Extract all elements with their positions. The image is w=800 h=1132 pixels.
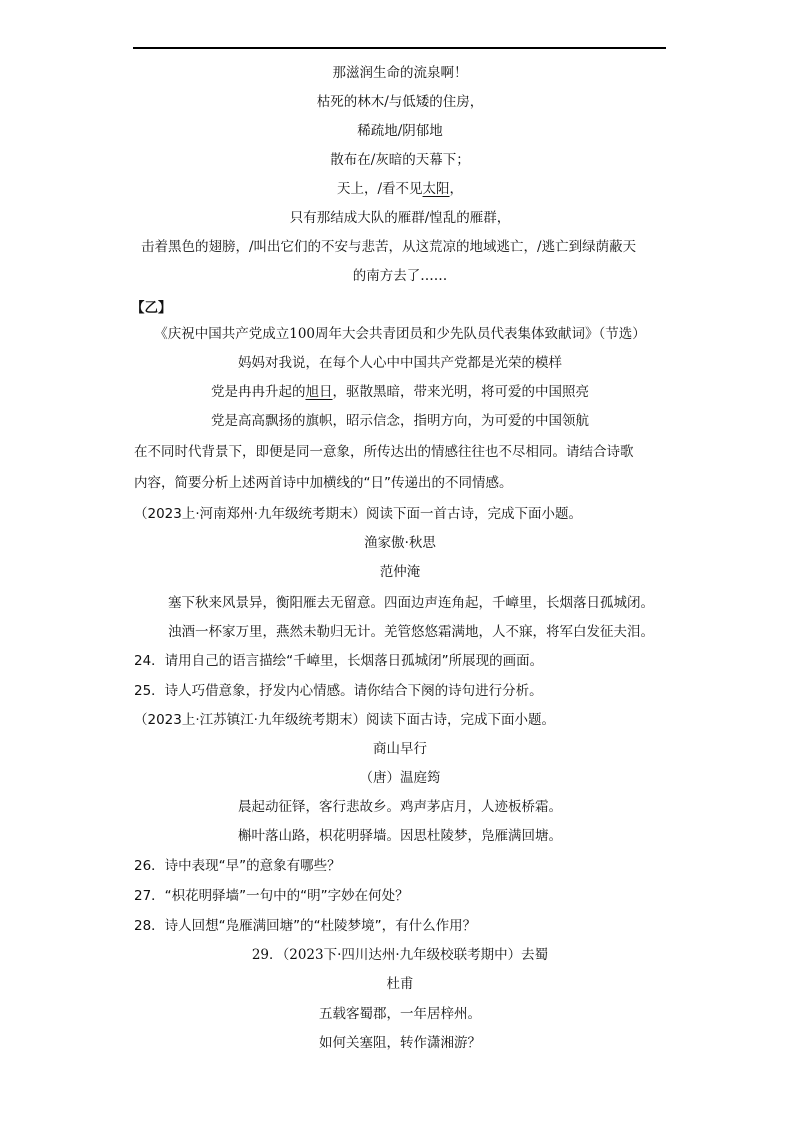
header-rule (133, 47, 666, 49)
poem-du-author: 杜甫 (386, 976, 414, 992)
poem-du-line-1: 五载客蜀郡，一年居梓州。 (319, 1006, 481, 1022)
poem-jia-line-4: 散布在/灰暗的天幕下； (330, 152, 470, 168)
poem-yi-title: 《庆祝中国共产党成立100周年大会共青团员和少先队员代表集体致献词》（节选） (154, 326, 646, 342)
poem-yi-line-2-post: ，驱散黑暗，带来光明，将可爱的中国照亮 (332, 384, 589, 400)
source-jiangsu: （2023上·江苏镇江·九年级统考期末）阅读下面古诗，完成下面小题。 (134, 712, 555, 728)
poem-jia-line-6: 只有那结成大队的雁群/惶乱的雁群， (289, 210, 511, 226)
section-marker-yi: 【乙】 (131, 300, 172, 316)
question-ri-line-2: 内容，简要分析上述两首诗中加横线的“日”传递出的不同情感。 (134, 475, 513, 491)
question-26: 26．诗中表现“早”的意象有哪些？ (134, 858, 341, 874)
poem-fan-line-1: 塞下秋来风景异，衡阳雁去无留意。四面边声连角起，千嶂里，长烟落日孤城闭。 (168, 595, 654, 611)
poem-wen-line-2: 槲叶落山路，枳花明驿墙。因思杜陵梦，凫雁满回塘。 (238, 828, 562, 844)
poem-du-line-2: 如何关塞阻，转作潇湘游？ (319, 1035, 481, 1051)
poem-jia-line-3: 稀疏地/阴郁地 (357, 123, 443, 139)
poem-fan-author: 范仲淹 (379, 564, 421, 580)
question-27: 27．“枳花明驿墙”一句中的“明”字妙在何处？ (134, 888, 409, 904)
poem-fan-title: 渔家傲·秋思 (364, 535, 436, 551)
poem-yi-line-2-pre: 党是冉冉升起的 (211, 384, 306, 400)
underlined-sun-jia: 太阳 (422, 181, 450, 197)
poem-wen-title: 商山早行 (373, 741, 427, 757)
poem-jia-line-1: 那滋润生命的流泉啊！ (332, 65, 468, 81)
question-24: 24．请用自己的语言描绘“千嶂里，长烟落日孤城闭”所展现的画面。 (134, 653, 544, 669)
poem-yi-line-2 (0, 382, 800, 402)
poem-jia-line-8: 的南方去了…… (352, 268, 448, 284)
question-ri-line-1: 在不同时代背景下，即便是同一意象，所传达出的情感往往也不尽相同。请结合诗歌 (134, 444, 634, 460)
poem-wen-line-1: 晨起动征铎，客行悲故乡。鸡声茅店月，人迹板桥霜。 (238, 799, 562, 815)
question-28: 28．诗人回想“凫雁满回塘”的“杜陵梦境”，有什么作用？ (134, 918, 477, 934)
poem-jia-line-5 (0, 179, 800, 199)
poem-jia-line-5-pre: 天上，/看不见 (336, 181, 423, 197)
poem-jia-line-5-post: ， (449, 181, 464, 197)
question-25: 25．诗人巧借意象，抒发内心情感。请你结合下阕的诗句进行分析。 (134, 683, 543, 699)
source-henan: （2023上·河南郑州·九年级统考期末）阅读下面一首古诗，完成下面小题。 (134, 506, 582, 522)
poem-jia-line-7: 击着黑色的翅膀，/叫出它们的不安与悲苦，从这荒凉的地域逃亡，/逃亡到绿荫蔽天 (141, 239, 637, 255)
poem-wen-author: （唐）温庭筠 (359, 770, 441, 786)
question-29: 29．（2023下·四川达州·九年级校联考期中）去蜀 (251, 947, 549, 963)
underlined-sun-yi: 旭日 (305, 384, 333, 400)
poem-yi-line-3: 党是高高飘扬的旗帜，昭示信念，指明方向，为可爱的中国领航 (211, 413, 589, 429)
poem-yi-line-1: 妈妈对我说，在每个人心中中国共产党都是光荣的模样 (238, 355, 562, 371)
poem-jia-line-2: 枯死的林木/与低矮的住房， (316, 94, 484, 110)
poem-fan-line-2: 浊酒一杯家万里，燕然未勒归无计。羌管悠悠霜满地，人不寐，将军白发征夫泪。 (168, 624, 654, 640)
